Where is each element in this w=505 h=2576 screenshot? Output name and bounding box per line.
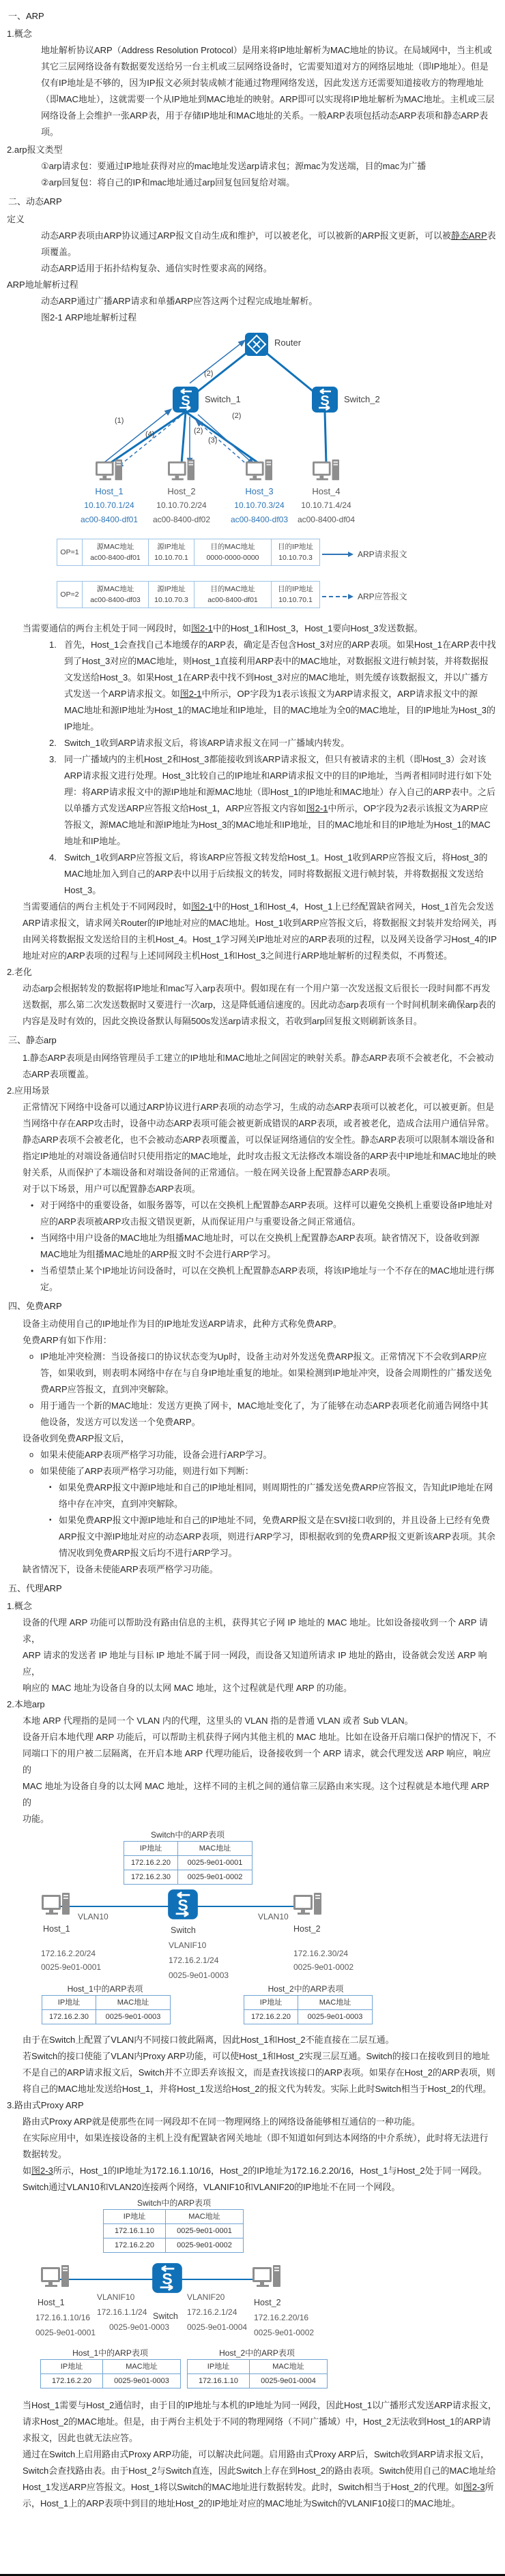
heading-routed-proxy: 3.路由式Proxy ARP <box>7 2100 84 2110</box>
arp-request-packet-table: OP=1 源MAC地址 ac00-8400-df01 源IP地址 10.10.70.1 目的MAC地址 0000-0000-0000 目的IP地址 10.10.70.3 <box>57 539 320 566</box>
para-routed-end: 通过在Switch上启用路由式Proxy ARP功能，可以解决此问题。启用路由式Proxy ARP后，Switch收到ARP请求报文后，Switch会查找路由表。由于Host_2与Switch直连，因此Switch上存在到Host_2的路由表项。Switch使用自己的MAC地址给Host_1发送ARP应答报文。Host_1将以Switch的MAC地址进行数据转发。此时，Switch相当于Host_2的代理。如图2-3所示，Host_1上的ARP表项中到目的地址Host_2的IP地址对应的MAC地址为Switch的VLANIF10接口的MAC地址。 <box>23 2449 496 2508</box>
link-fig2-1[interactable]: 图2-1 <box>179 689 202 699</box>
host1-arp-table: IP地址 MAC地址 172.16.2.20 0025-9e01-0003 <box>41 2360 181 2388</box>
arp-request-legend: ARP请求报文 <box>322 548 407 560</box>
dashed-arrow-icon <box>322 593 354 600</box>
para-gratuitous-default: 缺省情况下，设备未使能ARP表项严格学习功能。 <box>23 1564 218 1574</box>
para-arp-reply: ②arp回复包：将自己的IP和mac地址通过arp回复包回复给对端。 <box>41 177 295 188</box>
para-proxy-concept: ARP 请求的发送者 IP 地址与目标 IP 地址不属于同一网段，而设备又知道所请求 IP 地址的路由，设备就会发送 ARP 响应， <box>23 1650 487 1677</box>
arp-reply-packet-table: OP=2 源MAC地址 ac00-8400-df03 源IP地址 10.10.70.3 目的MAC地址 ac00-8400-df01 目的IP地址 10.10.70.1 <box>57 581 320 608</box>
gratuitous-sub-bullet: ▪ 如果免费ARP报文中源IP地址和自己的IP地址相同，则周期性的广播发送免费ARP应答报文，告知此IP地址在网络中存在冲突，直到冲突解除。 <box>49 1482 493 1509</box>
figure-local-proxy-arp <box>7 1827 505 2032</box>
para-static-definition: 1.静态ARP表项是由网络管理员手工建立的IP地址和MAC地址之间固定的映射关系。静态ARP表项不会被老化，不会被动态ARP表项覆盖。 <box>23 1053 494 1079</box>
arrow-label-2-host2: (2) <box>194 427 203 435</box>
host2-mac: 0025-9e01-0002 <box>293 1962 354 1972</box>
host1-ip: 172.16.1.10/16 <box>35 2313 91 2322</box>
host1-icon <box>40 2264 71 2291</box>
host2-arp-table-title: Host_2中的ARP表项 <box>268 1984 344 1994</box>
para-static-scenarios: 正常情况下网络中设备可以通过ARP协议进行ARP表项的动态学习，生成的动态ARP表项可以被老化，可以被更新。但是当网络中存在ARP攻击时，设备中动态ARP表项可能会被更新成错误的ARP表项，或者被老化，造成合法用户通信异常。静态ARP表项不会被老化，也不会被动态ARP表项覆盖，可以保证网络通信的安全性。静态ARP表项可以限制本端设备和指定IP地址的对端设备通信时只使用指定的MAC地址，此时攻击报文无法修改本端设备的ARP表中IP地址和MAC地址的映射关系，从而保护了本端设备和对端设备间的正常通信。一般在网关设备上配置静态ARP表项。 <box>23 1102 497 1178</box>
resolution-step: 4. Switch_1收到ARP应答报文后，将该ARP应答报文转发给Host_1。Host_1收到ARP应答报文后，将Host_3的MAC地址加入到自己的ARP表中以用于后续报文的转发，同时将数据报文进行帧封装，并将数据报文发送给Host_3。 <box>49 852 488 895</box>
switch1-icon <box>172 386 199 413</box>
host2-mac: 0025-9e01-0002 <box>254 2328 315 2337</box>
host1-name: Host_1 <box>43 1924 70 1934</box>
arp-reply-legend: ARP应答报文 <box>322 590 407 602</box>
arrow-label-3: (3) <box>208 436 218 445</box>
host1-mac: 0025-9e01-0001 <box>35 2328 96 2337</box>
switch2-label: Switch_2 <box>344 394 380 404</box>
solid-arrow-icon <box>322 551 354 558</box>
host1-arp-table-title: Host_1中的ARP表项 <box>67 1984 143 1994</box>
arrow-label-4: (4) <box>145 430 155 438</box>
gratuitous-bullet: o 如果未使能ARP表项严格学习功能，设备会进行ARP学习。 <box>29 1450 272 1460</box>
switch-vlanif: VLANIF10 <box>169 1941 207 1950</box>
host1-icon <box>94 458 124 484</box>
link-fig2-1[interactable]: 图2-1 <box>306 803 328 813</box>
static-bullet: • 对于网络中的重要设备，如服务器等，可以在交换机上配置静态ARP表项。这样可以避免交换机上重要设备IP地址对应的ARP表项被ARP攻击报文错误更新，从而保证用户与重要设备之间正常通信。 <box>31 1200 493 1227</box>
heading-resolution-process: ARP地址解析过程 <box>7 280 78 290</box>
host2-icon <box>251 2264 283 2291</box>
heading-concept: 1.概念 <box>7 29 32 39</box>
router-label: Router <box>274 338 302 348</box>
host2-arp-table-title: Host_2中的ARP表项 <box>219 2348 295 2358</box>
host2-name: Host_2 <box>254 2298 281 2307</box>
switch1-label: Switch_1 <box>205 394 241 404</box>
switch-vlanif-mac: 0025-9e01-0003 <box>169 1971 229 1980</box>
vlanif10-mac: 0025-9e01-0003 <box>109 2322 170 2332</box>
vlanif20-mac: 0025-9e01-0004 <box>187 2322 248 2332</box>
vlan-label-left: VLAN10 <box>78 1912 109 1921</box>
heading-proxy-concept: 1.概念 <box>7 1601 32 1611</box>
para-routed-end: 当Host_1需要与Host_2通信时，由于目的IP地址与本机的IP地址为同一网段，因此Host_1以广播形式发送ARP请求报文，请求Host_2的MAC地址。但是，由于两台主机处于不同的物理网络（不同广播域）中，Host_2无法收到Host_1的ARP请求报文，因此也就无法应答。 <box>23 2400 497 2443</box>
para-routed-proxy: 在实际应用中，如果连接设备的主机上没有配置缺省网关地址（即不知道如何到达本网络的中介系统），此时将无法进行数据转发。 <box>23 2133 489 2159</box>
para-proxy-concept: 响应的 MAC 地址为设备自身的以太网 MAC 地址，这个过程就是代理 ARP 的功能。 <box>23 1683 352 1693</box>
gratuitous-bullet: o 如果使能了ARP表项严格学习功能，则进行如下判断： <box>29 1466 254 1476</box>
para-aging: 动态arp会根据转发的数据将IP地址和mac写入arp表项中。假如现在有一个用户第一次发送报文后很长一段时间都不再发送数据，那么第二次发送数据时又要进行一次arp，这是降低通信速度的。因此动态arp表项有一个时间机制来确保arp表的内容是及时有效的，因此交换设备默认每隔500s发送arp请求报文，若收到arp回复报文则刷新该条目。 <box>23 983 496 1026</box>
host2-icon <box>167 458 197 484</box>
para-static-list-intro: 对于以下场景，用户可以配置静态ARP表项。 <box>23 1184 201 1194</box>
host1-ip: 172.16.2.20/24 <box>41 1949 96 1958</box>
link-fig2-3[interactable]: 图2-3 <box>463 2482 485 2492</box>
gratuitous-sub-bullet: ▪ 如果免费ARP报文中源IP地址和自己的IP地址不同，免费ARP报文是在SVI接口收到的，并且设备上已经有免费ARP报文中源IP地址对应的动态ARP表项，则进行ARP学习，即根据收到的免费ARP报文更新该ARP表项。其余情况收到免费ARP报文后均不进行ARP学习。 <box>49 1515 495 1558</box>
resolution-step: 3. 同一广播域内的主机Host_2和Host_3都能接收到该ARP请求报文，但只有被请求的主机（即Host_3）会对该ARP请求报文进行处理。Host_3比较自己的IP地址和ARP请求报文中的目的IP地址，当两者相同时进行如下处理：将ARP请求报文中的源IP地址和源MAC地址（即Host_1的IP地址和MAC地址）存入自己的ARP表中。之后以单播方式发送ARP应答报文给Host_1，ARP应答报文内容如图2-1中所示，OP字段为2表示该报文为ARP应答报文，源MAC地址和源IP地址为Host_3的MAC地址和IP地址，目的MAC地址和目的IP地址为Host_1的MAC地址和IP地址。 <box>49 754 495 846</box>
host2-name: Host_2 <box>293 1924 321 1934</box>
para-proxy-concept: 设备的代理 ARP 功能可以帮助没有路由信息的主机，获得其它子网 IP 地址的 MAC 地址。比如设备接收到一个 ARP 请求， <box>23 1617 488 1644</box>
para-arp-concept: 地址解析协议ARP（Address Resolution Protocol）是用来将IP地址解析为MAC地址的协议。在局域网中，当主机或其它三层网络设备有数据要发送给另一台主机或三层网络设备时，它需要知道对方的网络层地址（即IP地址）。但是仅有IP地址是不够的，因为IP报文必须封装成帧才能通过物理网络发送，因此发送方还需要知道接收方的物理地址（即MAC地址），这就需要一个从IP地址到MAC地址的映射。ARP即可以实现将IP地址解析为MAC地址。主机或三层网络设备上会维护一张ARP表，用于存储IP地址和MAC地址的关系。一般ARP表项包括动态ARP表项和静态ARP表项。 <box>41 45 495 137</box>
vlanif20-ip: 172.16.2.1/24 <box>187 2307 237 2317</box>
section-3-heading: 三、静态arp <box>8 1035 57 1045</box>
section-2-heading: 二、动态ARP <box>8 196 62 207</box>
host2-icon <box>292 1891 323 1919</box>
para-routed-proxy: 路由式Proxy ARP就是使那些在同一网段却不在同一物理网络上的网络设备能够相互通信的一种功能。 <box>23 2116 420 2127</box>
host1-icon <box>40 1891 72 1919</box>
figure-arp-resolution <box>7 326 505 620</box>
para-local-proxy: 本地 ARP 代理指的是同一个 VLAN 内的代理，这里头的 VLAN 指的是普通 VLAN 或者 Sub VLAN。 <box>23 1716 414 1726</box>
para-after-fig2: 若Switch的接口使能了VLAN内Proxy ARP功能，可以使Host_1和Host_2实现三层互通。Switch的接口在接收到目的地址不是自己的ARP请求报文后，Switch并不立即丢弃该报文，而是查找该接口的ARP表项。如果存在Host_2的ARP表项，则将自己的MAC地址发送给Host_1，并将Host_1发送给Host_2的报文代为转发。实际上此时Switch相当于Host_2的代理。 <box>23 2051 495 2094</box>
host4-labels: Host_4 10.10.71.4/24 ac00-8400-df04 <box>297 486 356 524</box>
op-field: OP=1 <box>57 539 83 566</box>
resolution-step: 2. Switch_1收到ARP请求报文后，将该ARP请求报文在同一广播域内转发。 <box>49 738 350 748</box>
para-dynamic-definition: 动态ARP表项由ARP协议通过ARP报文自动生成和维护，可以被老化，可以被新的ARP报文更新，可以被静态ARP表项覆盖。 <box>41 230 496 257</box>
host1-labels: Host_1 10.10.70.1/24 ac00-8400-df01 <box>80 486 139 524</box>
link-fig2-3[interactable]: 图2-3 <box>31 2166 53 2176</box>
link-fig2-1[interactable]: 图2-1 <box>191 623 213 633</box>
para-local-proxy: 设备开启本地代理 ARP 功能后，可以帮助主机获得子网内其他主机的 MAC 地址。比如在设备开启端口保护的情况下，不 <box>23 1732 496 1742</box>
vlanif10-label: VLANIF10 <box>97 2292 135 2302</box>
gratuitous-bullet: o IP地址冲突检测：当设备接口的协议状态变为Up时，设备主动对外发送免费ARP报文。正常情况下不会收到ARP应答，如果收到，则表明本网络中存在与自身IP地址重复的地址。如果检测到IP地址冲突，设备会周期性的广播发送免费ARP应答报文，直到冲突解除。 <box>29 1351 492 1394</box>
switch-arp-table-title: Switch中的ARP表项 <box>136 2198 212 2208</box>
figure1-caption: 图2-1 ARP地址解析过程 <box>41 312 137 323</box>
switch2-icon <box>311 386 338 413</box>
section-1-heading: 一、ARP <box>8 11 44 21</box>
para-dynamic-usage: 动态ARP适用于拓扑结构复杂、通信实时性要求高的网络。 <box>41 263 272 273</box>
para-routed-proxy: 如图2-3所示，Host_1的IP地址为172.16.1.10/16，Host_2的IP地址为172.16.2.20/16，Host_1与Host_2处于同一网段。Switch通过VLAN10和VLAN20连接两个网络，VLANIF10和VLANIF20的IP地址不在同一个网段。 <box>23 2166 487 2192</box>
switch-name: Switch <box>153 2311 178 2321</box>
host2-ip: 172.16.2.20/16 <box>254 2313 309 2322</box>
para-after-fig2: 由于在Switch上配置了VLAN内不同接口彼此隔离，因此Host_1和Host_2不能直接在二层互通。 <box>23 2035 394 2045</box>
link-static-arp[interactable]: 静态ARP <box>450 230 487 241</box>
para-local-proxy: 功能。 <box>23 1814 50 1824</box>
para-gratuitous-uses-intro: 免费ARP有如下作用： <box>23 1335 112 1345</box>
para-different-segment: 当需要通信的两台主机处于不同网段时，如图2-1中的Host_1和Host_4，Host_1上已经配置缺省网关，Host_1首先会发送ARP请求报文，请求网关Router的IP地址对应的MAC地址。Host_1收到ARP应答报文后，将数据报文封装并发给网关，再由网关将数据报文发送给目的主机Host_4。Host_1学习网关IP地址对应的ARP表项的过程，以及网关设备学习Host_4的IP地址对应的ARP表项的过程与上述同网段主机Host_1和Host_3之间进行ARP地址解析的过程类似，不再赘述。 <box>23 901 497 961</box>
host1-mac: 0025-9e01-0001 <box>41 1962 102 1972</box>
switch-arp-table: IP地址 MAC地址 172.16.2.20 0025-9e01-0001 172.16.2.30 0025-9e01-0002 <box>124 1842 252 1885</box>
host3-labels: Host_3 10.10.70.3/24 ac00-8400-df03 <box>230 486 289 524</box>
gratuitous-bullet: o 用于通告一个新的MAC地址：发送方更换了网卡，MAC地址变化了，为了能够在动态ARP表项老化前通告网络中其他设备，发送方可以发送一个免费ARP。 <box>29 1401 489 1427</box>
static-bullet: • 当希望禁止某个IP地址访问设备时，可以在交换机上配置静态ARP表项，将该IP地址与一个不存在的MAC地址进行绑定。 <box>31 1265 495 1292</box>
host1-arp-table: IP地址 MAC地址 172.16.2.30 0025-9e01-0003 <box>42 1996 171 2024</box>
host2-arp-table: IP地址 MAC地址 172.16.2.20 0025-9e01-0003 <box>244 1996 373 2024</box>
arrow-label-2-host3: (2) <box>232 412 242 420</box>
para-same-segment: 当需要通信的两台主机处于同一网段时，如图2-1中的Host_1和Host_3，Host_1要向Host_3发送数据。 <box>23 623 423 633</box>
op-field: OP=2 <box>57 581 83 608</box>
switch-arp-table-title: Switch中的ARP表项 <box>150 1830 225 1840</box>
switch-vlanif-ip: 172.16.2.1/24 <box>169 1956 219 1965</box>
static-bullet: • 当网络中用户设备的MAC地址为组播MAC地址时，可以在交换机上配置静态ARP表项。缺省情况下，设备收到源MAC地址为组播MAC地址的ARP报文时不会进行ARP学习。 <box>31 1233 480 1259</box>
host2-labels: Host_2 10.10.70.2/24 ac00-8400-df02 <box>152 486 211 524</box>
switch-arp-table: IP地址 MAC地址 172.16.1.10 0025-9e01-0001 172.16.2.20 0025-9e01-0002 <box>104 2210 244 2253</box>
para-arp-request: ①arp请求包：要通过IP地址获得对应的mac地址发送arp请求包；源mac为发送端，目的mac为广播 <box>41 161 427 171</box>
router-icon <box>244 332 269 357</box>
switch-icon <box>167 1889 199 1920</box>
vlanif10-ip: 172.16.1.1/24 <box>97 2307 147 2317</box>
vlan-label-right: VLAN10 <box>258 1912 289 1921</box>
section-5-heading: 五、代理ARP <box>8 1583 62 1593</box>
link-fig2-1[interactable]: 图2-1 <box>191 901 213 912</box>
heading-packet-types: 2.arp报文类型 <box>7 145 63 155</box>
heading-local-proxy: 2.本地arp <box>7 1699 45 1709</box>
host1-arp-table-title: Host_1中的ARP表项 <box>72 2348 148 2358</box>
figure-routed-proxy-arp <box>7 2196 505 2397</box>
resolution-step: 1. 首先，Host_1会查找自己本地缓存的ARP表，确定是否包含Host_3对应的ARP表项。如果Host_1在ARP表中找到了Host_3对应的MAC地址，则Host_1直接利用ARP表中的MAC地址，对数据报文进行帧封装，并将数据报文发送给Host_3。如果Host_1在ARP表中找不到Host_3对应的MAC地址，则先缓存该数据报文，并以广播方式发送一个ARP请求报文。如图2-1中所示，OP字段为1表示该报文为ARP请求报文，ARP请求报文中的源MAC地址和源IP地址为Host_1的MAC地址和IP地址，目的MAC地址为全0的MAC地址，目的IP地址为Host_3的IP地址。 <box>49 640 496 732</box>
heading-static-scenarios: 2.应用场景 <box>7 1085 50 1096</box>
section-4-heading: 四、免费ARP <box>8 1301 62 1311</box>
host2-arp-table: IP地址 MAC地址 172.16.1.10 0025-9e01-0004 <box>188 2360 328 2388</box>
heading-aging: 2.老化 <box>7 967 32 977</box>
heading-definition: 定义 <box>7 214 25 224</box>
switch-name: Switch <box>171 1926 196 1935</box>
para-gratuitous-receive: 设备收到免费ARP报文后， <box>23 1433 130 1443</box>
arrow-label-1: (1) <box>115 417 124 425</box>
para-local-proxy: 同端口下的用户被二层隔离，在开启本地 ARP 代理功能后，设备接收到一个 ARP 请求，就会代理发送 ARP 响应，响应的 <box>23 1748 491 1775</box>
host1-name: Host_1 <box>38 2298 65 2307</box>
host4-icon <box>311 458 341 484</box>
para-local-proxy: MAC 地址为设备自身的以太网 MAC 地址，这样不同的主机之间的通信靠三层路由来实现。这个过程就是本地代理 ARP 的 <box>23 1781 489 1808</box>
host2-ip: 172.16.2.30/24 <box>293 1949 349 1958</box>
para-gratuitous-definition: 设备主动使用自己的IP地址作为目的IP地址发送ARP请求，此种方式称免费ARP。 <box>23 1319 343 1329</box>
para-resolution-process: 动态ARP通过广播ARP请求和单播ARP应答这两个过程完成地址解析。 <box>41 296 318 306</box>
vlanif20-label: VLANIF20 <box>187 2292 225 2302</box>
arrow-label-2-router: (2) <box>204 370 214 378</box>
switch-icon <box>152 2262 183 2294</box>
host3-icon <box>244 458 274 484</box>
